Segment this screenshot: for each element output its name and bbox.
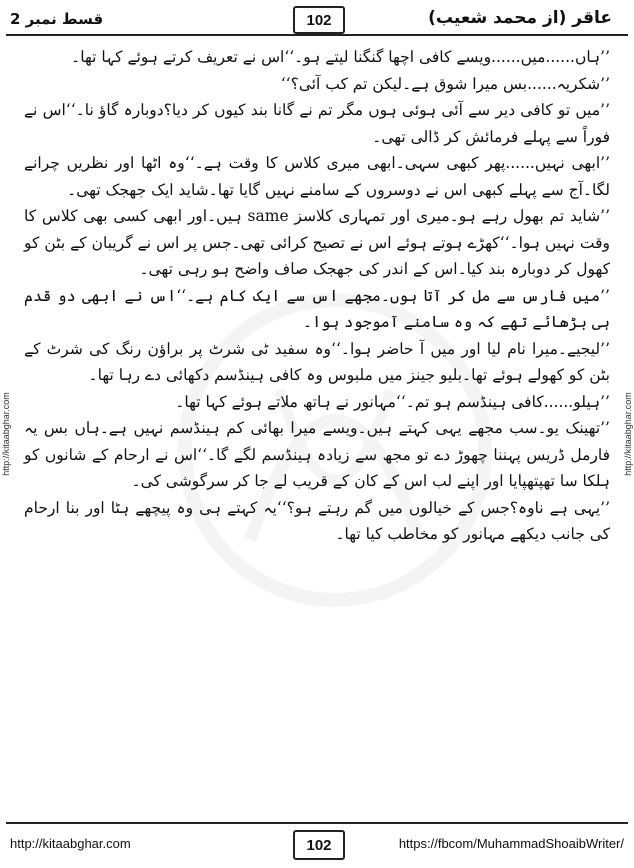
header-rule bbox=[6, 34, 628, 36]
footer-page-number: 102 bbox=[293, 830, 345, 860]
footer-rule bbox=[6, 822, 628, 824]
page-header bbox=[0, 0, 634, 36]
story-text bbox=[24, 44, 610, 814]
paragraph: ’’تھینک یو۔سب مجھے یہی کہتے ہیں۔ویسے میرا بھائی کم ہینڈسم نہیں ہے۔ہاں بس یہ فارمل ڈریس پہننا چھوڑ دے تو مجھ سے زیادہ ہینڈسم لگے گا۔‘‘اس نے ارحام کے شانوں کو ہلکا سا تھپتھپایا اور اپنے لب اس کے کان کے قریب لے جا کر سرگوشی کی۔ bbox=[24, 419, 610, 490]
left-side-url: http://kitaabghar.com bbox=[1, 392, 11, 476]
paragraph: ’’ہیلو......کافی ہینڈسم ہو تم۔‘‘مہانور نے ہاتھ ملاتے ہوئے کہا تھا۔ bbox=[175, 392, 610, 411]
paragraph: ’’ابھی نہیں......پھر کبھی سہی۔ابھی میری کلاس کا وقت ہے۔‘‘وہ اٹھا اور نظریں چرانے لگا۔آج سے پہلے کبھی اس نے دوسروں کے سامنے نہیں گایا تھا۔شاید ایک جھجک تھی۔ bbox=[24, 154, 610, 199]
footer-site-link[interactable]: http://kitaabghar.com bbox=[10, 836, 131, 851]
paragraph: ’’شاید تم بھول رہے ہو۔میری اور تمہاری کلاسز same ہیں۔اور ابھی کسی بھی کلاس کا وقت نہیں ہوا۔‘‘کھڑے ہوتے ہوئے اس نے تصیح کرائی تھی۔جس پر اس نے گریبان کے بٹن کو کھول کر دوبارہ بند کیا۔اس کے اندر کی جھجک صاف واضح ہو رہی تھی۔ bbox=[24, 207, 610, 278]
paragraph: ’’میں تو کافی دیر سے آئی ہوئی ہوں مگر تم نے گانا بند کیوں کر دیا؟دوبارہ گاؤ نا۔‘‘اس نے فوراً سے پہلے فرمائش کر ڈالی تھی۔ bbox=[24, 101, 610, 146]
paragraph: ’’لیجیے۔میرا نام لیا اور میں آ حاضر ہوا۔‘‘وہ سفید ٹی شرٹ پر براؤن رنگ کی شرٹ کے بٹن کو کھولے ہوئے تھا۔بلیو جینز میں ملبوس وہ کافی ہینڈسم دکھائی دے رہا تھا۔ bbox=[24, 339, 610, 384]
book-title: عاقر (از محمد شعیب) bbox=[428, 8, 612, 28]
episode-label: قسط نمبر 2 bbox=[10, 10, 104, 28]
footer-facebook-link[interactable]: https://fbcom/MuhammadShoaibWriter/ bbox=[398, 836, 624, 851]
right-side-url: http://kitaabghar.com bbox=[623, 392, 633, 476]
header-page-number: 102 bbox=[293, 6, 345, 34]
paragraph: ’’شکریہ......بس میرا شوق ہے۔لیکن تم کب آئی؟‘‘ bbox=[280, 74, 610, 93]
right-side-watermark bbox=[622, 40, 634, 828]
paragraph: ’’میں فارس سے مل کر آتا ہوں۔مجھے اس سے ایک کام ہے۔‘‘اس نے ابھی دو قدم ہی بڑھائے تھے کہ وہ سامنے آموجود ہوا۔ bbox=[24, 286, 610, 331]
paragraph: ’’یہی ہے ناوہ؟جس کے خیالوں میں گم رہتے ہو؟‘‘یہ کہتے ہی وہ پیچھے ہٹا اور بنا ارحام کی جانب دیکھے مہانور کو مخاطب کیا تھا۔ bbox=[24, 498, 610, 543]
left-side-watermark bbox=[0, 40, 12, 828]
paragraph: ’’ہاں......میں......ویسے کافی اچھا گنگنا لیتے ہو۔‘‘اس نے تعریف کرتے ہوئے کہا تھا۔ bbox=[71, 48, 610, 66]
page-footer bbox=[0, 822, 634, 868]
